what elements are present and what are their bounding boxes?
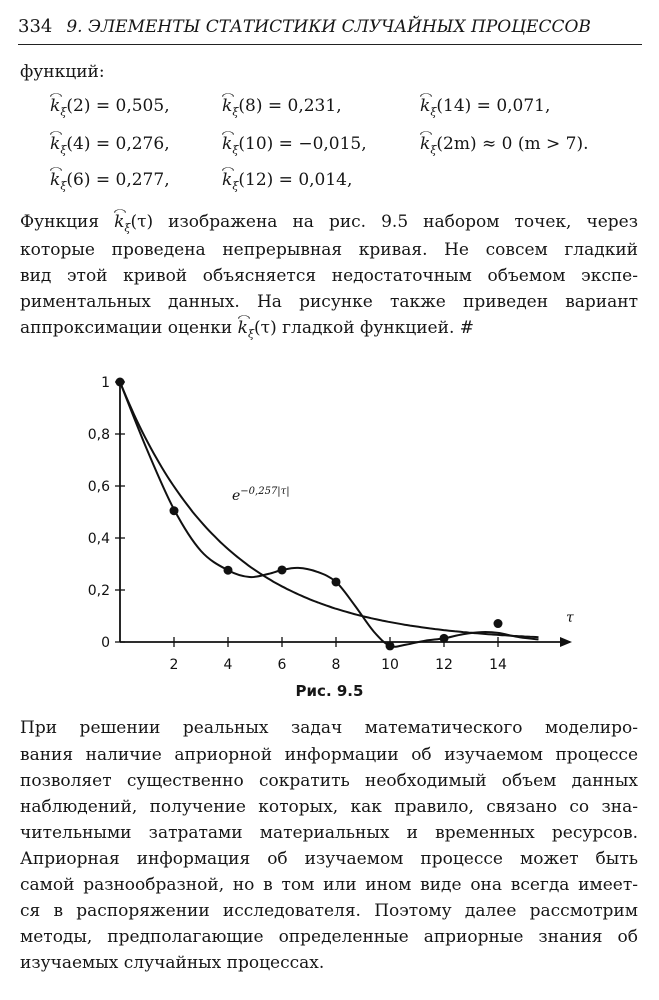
y-tick-label: 0,4: [87, 531, 110, 547]
data-point: [224, 566, 233, 575]
paragraph-line: чительными затратами материальных и временных ресурсов.: [20, 823, 638, 843]
paragraph-line: При решении реальных задач математического моделиро-: [20, 718, 638, 738]
page-number: 334: [18, 16, 53, 37]
y-tick-label: 0,8: [87, 427, 110, 443]
y-tick-label: 0,6: [87, 479, 110, 495]
equation: $k_\xi(12) = 0,014$,: [222, 170, 353, 193]
data-point: [278, 565, 287, 574]
paragraph-line: вид этой кривой объясняется недостаточным объемом экспе-: [20, 266, 638, 286]
paragraph-line: аппроксимации оценки $k_\xi(\tau)$ гладкой функцией. #: [20, 318, 474, 341]
data-point: [386, 641, 395, 650]
x-tick-label: 2: [169, 657, 179, 673]
x-axis-label: τ: [566, 610, 574, 626]
paragraph-line: наблюдений, получение которых, как правило, связано со зна-: [20, 797, 638, 817]
equation: $k_\xi(8) = 0,231$,: [222, 96, 342, 119]
paragraph-line: ся в распоряжении исследователя. Поэтому далее рассмотрим: [20, 901, 638, 921]
x-tick-label: 4: [223, 657, 233, 673]
paragraph-line: самой разнообразной, но в том или ином виде она всегда имеет-: [20, 875, 638, 895]
x-tick-label: 14: [489, 657, 507, 673]
data-point: [116, 378, 125, 387]
paragraph-line: вания наличие априорной информации об изучаемом процессе: [20, 745, 638, 765]
data-point: [440, 634, 449, 643]
paragraph-line: изучаемых случайных процессах.: [20, 953, 325, 973]
paragraph-line: риментальных данных. На рисунке также приведен вариант: [20, 292, 638, 312]
data-point: [170, 506, 179, 515]
intro-text: функций:: [20, 62, 105, 82]
running-header: [18, 16, 642, 45]
data-point: [332, 577, 341, 586]
x-tick-label: 6: [277, 657, 287, 673]
equation: $k_\xi(2) = 0,505$,: [50, 96, 170, 119]
equation: $k_\xi(4) = 0,276$,: [50, 134, 170, 157]
figure-caption: Рис. 9.5: [295, 682, 364, 700]
paragraph-line: Априорная информация об изучаемом процессе может быть: [20, 849, 638, 869]
y-tick-label: 0: [101, 635, 110, 651]
x-axis-arrow: [560, 637, 572, 647]
equation: $k_\xi(10) = -0,015$,: [222, 134, 367, 157]
equation: $k_\xi(6) = 0,277$,: [50, 170, 170, 193]
equation: $k_\xi(14) = 0,071$,: [420, 96, 551, 119]
exponential-label: $e^{-0,257|\tau|}$: [232, 486, 290, 504]
data-point: [494, 619, 503, 628]
running-title: 9. ЭЛЕМЕНТЫ СТАТИСТИКИ СЛУЧАЙНЫХ ПРОЦЕССОВ: [66, 17, 591, 37]
x-tick-label: 8: [331, 657, 341, 673]
figure-9-5: [0, 360, 659, 680]
x-tick-label: 10: [381, 657, 399, 673]
x-tick-label: 12: [435, 657, 453, 673]
paragraph-line: Функция $k_\xi(\tau)$ изображена на рис. 9.5 набором точек, через: [20, 212, 638, 235]
y-tick-label: 1: [101, 375, 110, 391]
paragraph-line: позволяет существенно сократить необходимый объем данных: [20, 771, 638, 791]
y-tick-label: 0,2: [87, 583, 110, 599]
paragraph-line: методы, предполагающие определенные априорные знания об: [20, 927, 638, 947]
equation: $k_\xi(2m) \approx 0$ (m > 7).: [420, 134, 589, 157]
paragraph-line: которые проведена непрерывная кривая. Не совсем гладкий: [20, 240, 638, 260]
exponential-curve: [120, 382, 539, 637]
